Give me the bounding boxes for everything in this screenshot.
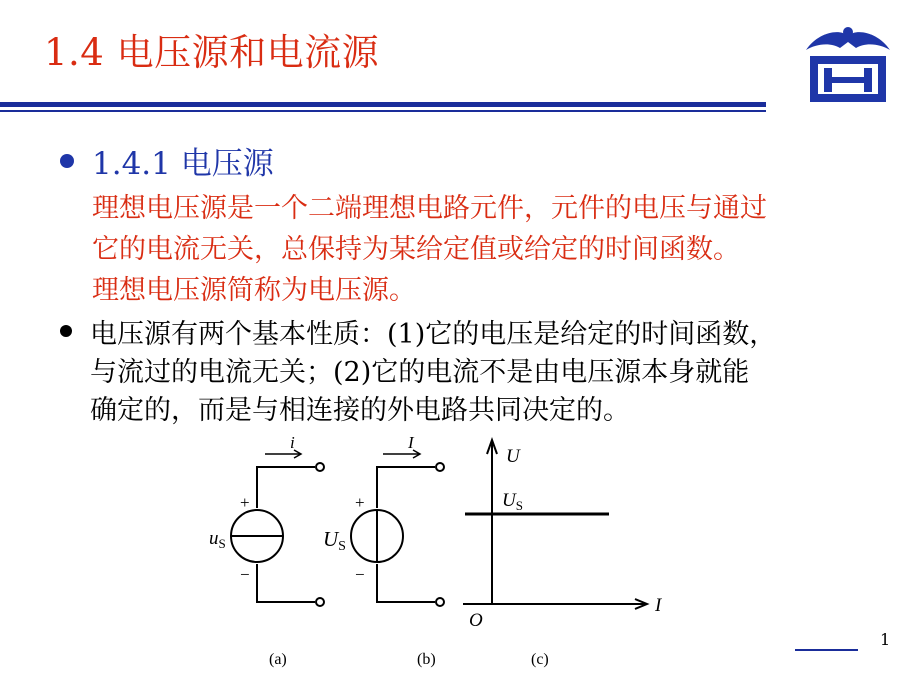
origin-label: O [469,610,483,631]
definition-line-2: 它的电流无关，总保持为某给定值或给定的时间函数。 [92,234,740,265]
current-label-b: I [408,433,414,452]
bullet-dot [60,325,72,337]
graph-c [463,440,647,609]
property-line-3: 确定的，而是与相连接的外电路共同决定的。 [90,395,630,426]
definition-line-3: 理想电压源简称为电压源。 [92,275,416,306]
header-rule-thin [0,110,766,112]
property-line-2: 与流过的电流无关；(2)它的电流不是由电压源本身就能 [90,357,750,388]
x-axis-label: I [655,595,662,616]
caption-c: (c) [531,651,549,668]
property-line-1: 电压源有两个基本性质：(1)它的电压是给定的时间函数， [90,319,777,350]
bullet-dot [60,154,74,168]
page-number: 1 [880,630,891,649]
definition-line-1: 理想电压源是一个二端理想电路元件，元件的电压与通过 [92,193,767,224]
voltage-source-figure [195,430,665,680]
university-logo-icon [800,22,896,106]
plus-sign-a: + [240,493,250,512]
caption-a: (a) [269,651,287,668]
minus-sign-b: − [355,565,365,584]
source-label-b: US [323,527,346,554]
current-label-a: i [290,433,295,452]
level-label: $U_S$ [502,490,523,513]
footer-rule [795,649,858,651]
minus-sign-a: − [240,565,250,584]
circuit-b [351,450,444,606]
plus-sign-b: + [355,493,365,512]
slide-title: 1.4 电压源和电流源 [44,31,380,74]
source-label-a: $u_S$ [209,528,226,551]
header-rule [0,102,766,107]
caption-b: (b) [417,651,436,668]
section-heading: 1.4.1 电压源 [92,146,274,182]
y-axis-label: U [506,446,520,467]
